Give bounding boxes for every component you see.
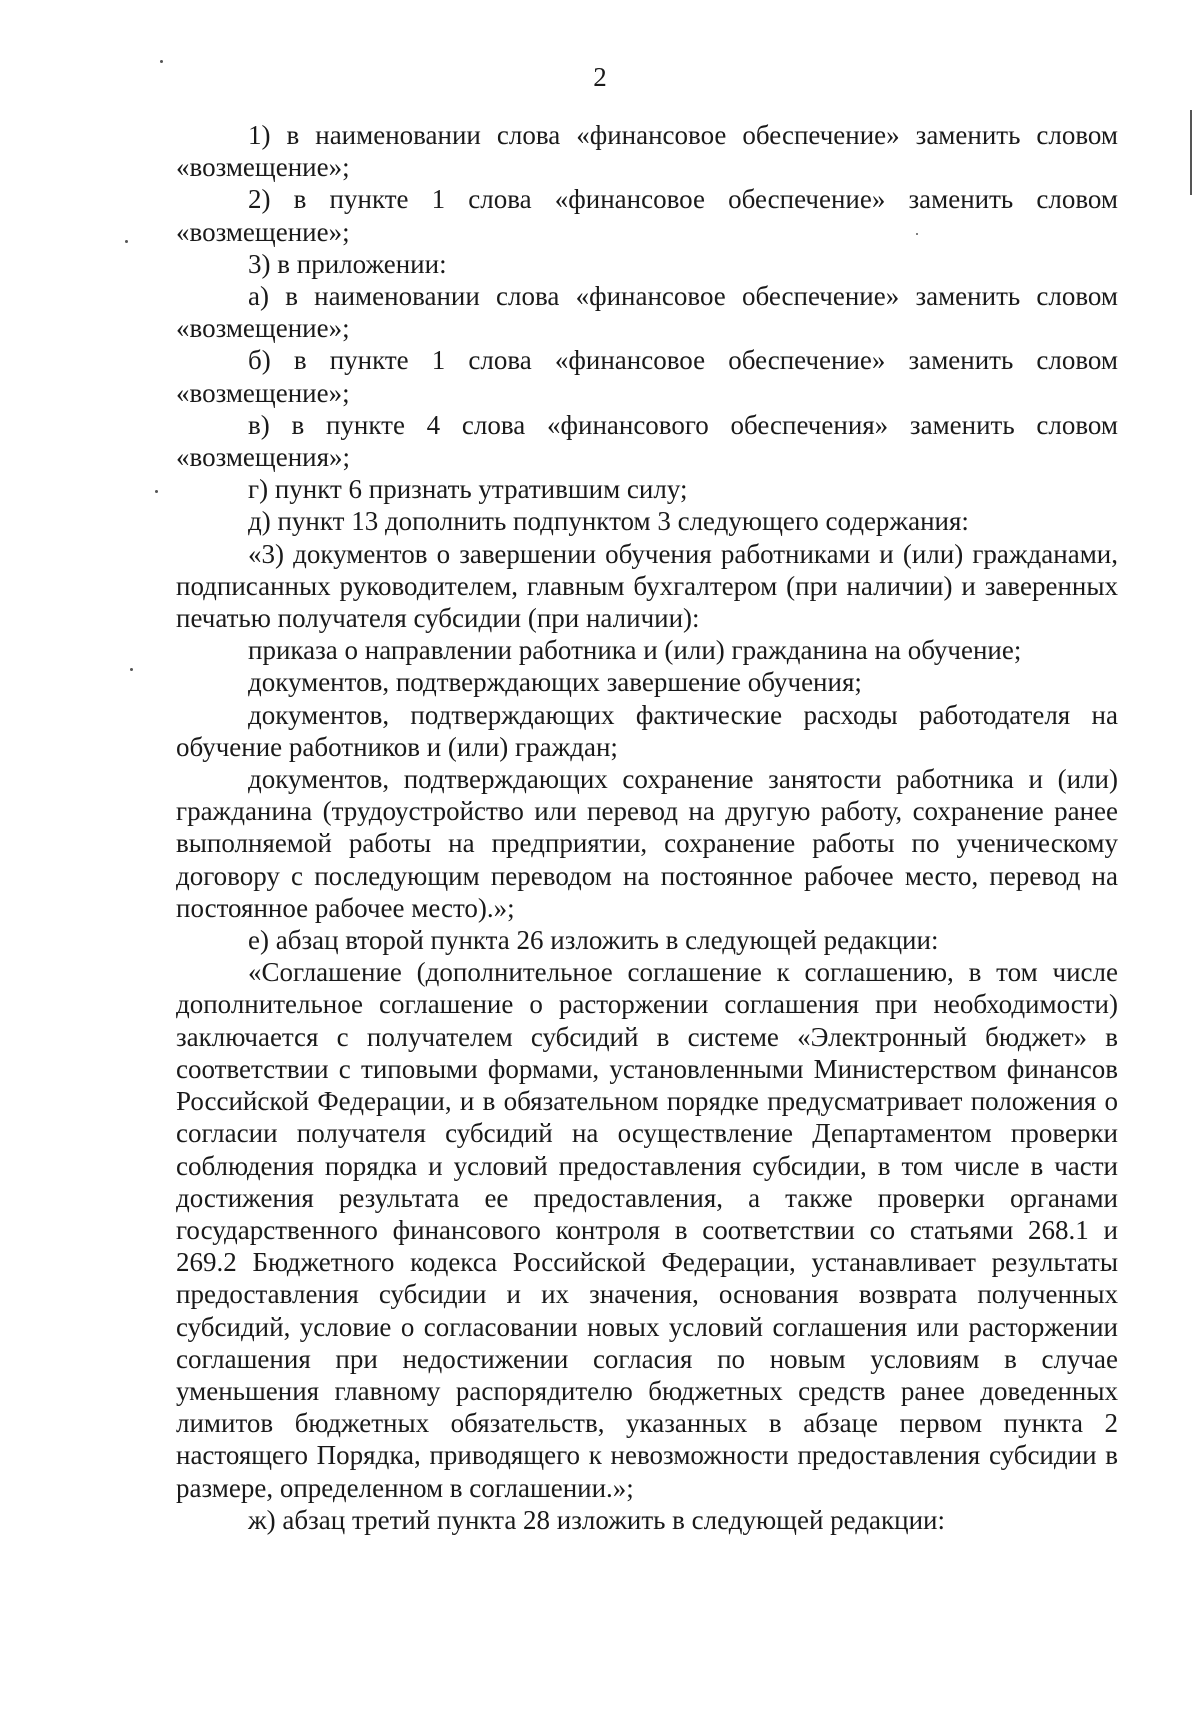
scan-speck xyxy=(125,240,128,243)
paragraph: документов, подтверждающих завершение обучения; xyxy=(248,667,862,698)
paragraph: «3) документов о завершении обучения работниками и (или) гражданами, подписанных руководителем, главным бухгалтером (при наличии) и заверенных печатью получателя субсидии (при наличии): xyxy=(176,538,1118,634)
paragraph: 3) в приложении: xyxy=(248,248,447,279)
page-number: 2 xyxy=(593,62,607,92)
paragraph: документов, подтверждающих фактические расходы работодателя на обучение работников и (или) граждан; xyxy=(176,699,1118,762)
paragraph: ж) абзац третий пункта 28 изложить в следующей редакции: xyxy=(248,1504,945,1535)
paragraph: 2) в пункте 1 слова «финансовое обеспечение» заменить словом «возмещение»; xyxy=(176,184,1118,247)
paragraph: 1) в наименовании слова «финансовое обеспечение» заменить словом «возмещение»; xyxy=(176,120,1118,183)
paragraph: документов, подтверждающих сохранение занятости работника и (или) гражданина (трудоустройство или перевод на другую работу, сохранение ранее выполняемой работы на предприятии, сохранение работы по ученическому договору с последующим переводом на постоянное рабочее место, перевод на постоянное рабочее место).»; xyxy=(176,764,1118,923)
scan-speck xyxy=(155,490,158,493)
document-body xyxy=(176,119,1118,1536)
paragraph: г) пункт 6 признать утратившим силу; xyxy=(248,474,688,505)
paragraph: а) в наименовании слова «финансовое обеспечение» заменить словом «возмещение»; xyxy=(176,281,1118,344)
paragraph: б) в пункте 1 слова «финансовое обеспечение» заменить словом «возмещение»; xyxy=(176,345,1118,408)
scan-speck xyxy=(130,668,133,671)
paragraph: «Соглашение (дополнительное соглашение к соглашению, в том числе дополнительное соглашение о расторжении соглашения при необходимости) заключается с получателем субсидий в системе «Электронный бюджет» в соответствии с типовыми формами, установленными Министерством финансов Российской Федерации, и в обязательном порядке предусматривает положения о согласии получателя субсидий на осуществление Департаментом проверки соблюдения порядка и условий предоставления субсидии, в том числе в части достижения результата ее предоставления, а также проверки органами государственного финансового контроля в соответствии со статьями 268.1 и 269.2 Бюджетного кодекса Российской Федерации, устанавливает результаты предоставления субсидии и их значения, основания возврата полученных субсидий, условие о согласовании новых условий соглашения или расторжении соглашения при недостижении согласия по новым условиям в случае уменьшения главному распорядителю бюджетных средств ранее доведенных лимитов бюджетных обязательств, указанных в абзаце первом пункта 2 настоящего Порядка, приводящего к невозможности предоставления субсидии в размере, определенном в соглашении.»; xyxy=(176,957,1118,1503)
scan-edge-line xyxy=(1190,110,1192,195)
paragraph: в) в пункте 4 слова «финансового обеспечения» заменить словом «возмещения»; xyxy=(176,409,1118,473)
paragraph: приказа о направлении работника и (или) гражданина на обучение; xyxy=(248,635,1022,666)
paragraph: д) пункт 13 дополнить подпунктом 3 следующего содержания: xyxy=(248,506,969,537)
paragraph: е) абзац второй пункта 26 изложить в следующей редакции: xyxy=(248,925,939,956)
